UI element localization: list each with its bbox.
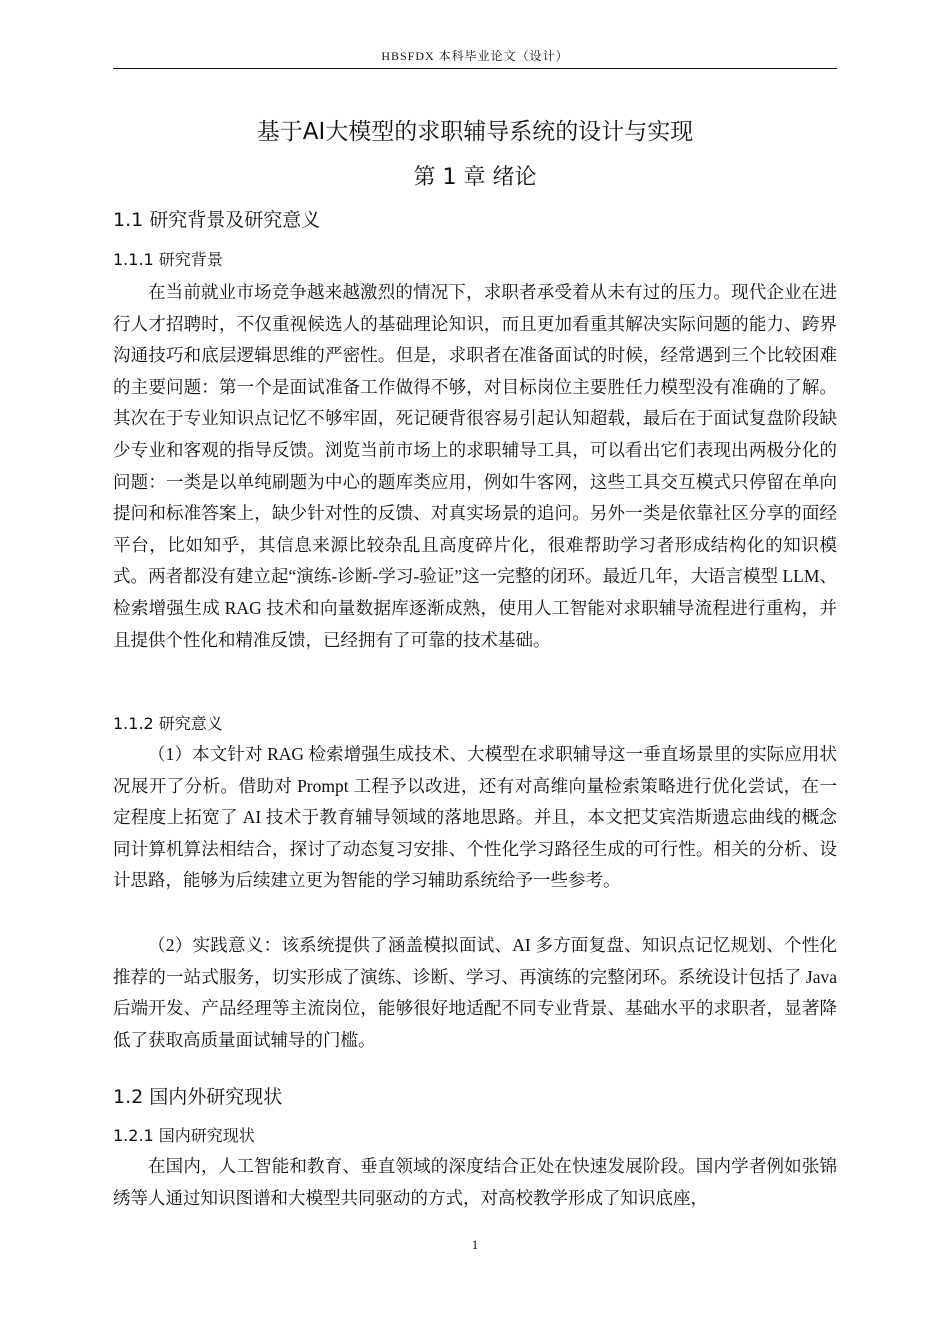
thesis-title: 基于AI大模型的求职辅导系统的设计与实现 [256, 119, 694, 145]
paragraph-research-significance-2: （2）实践意义：该系统提供了涵盖模拟面试、AI 多方面复盘、知识点记忆规划、个性化推荐的一站式服务，切实形成了演练、诊断、学习、再演练的完整闭环。系统设计包括了 Java 后端开发、产品经理等主流岗位，能够很好地适配不同专业背景、基础水平的求职者，显著降低了获取高质量面试辅导的门槛。 [113, 935, 837, 1050]
chapter-heading: 第 1 章 绪论 [413, 165, 537, 190]
subsection-heading-1-1-2: 1.1.2 研究意义 [113, 714, 223, 733]
page-number: 1 [471, 1237, 479, 1252]
paragraph-research-background: 在当前就业市场竞争越来越激烈的情况下，求职者承受着从未有过的压力。现代企业在进行人才招聘时，不仅重视候选人的基础理论知识，而且更加看重其解决实际问题的能力、跨界沟通技巧和底层逻辑思维的严密性。但是，求职者在准备面试的时候，经常遇到三个比较困难的主要问题：第一个是面试准备工作做得不够，对目标岗位主要胜任力模型没有准确的了解。其次在于专业知识点记忆不够牢固，死记硬背很容易引起认知超载，最后在于面试复盘阶段缺少专业和客观的指导反馈。浏览当前市场上的求职辅导工具，可以看出它们表现出两极分化的问题：一类是以单纯刷题为中心的题库类应用，例如牛客网，这些工具交互模式只停留在单向提问和标准答案上，缺少针对性的反馈、对真实场景的追问。另外一类是依靠社区分享的面经平台，比如知乎，其信息来源比较杂乱且高度碎片化，很难帮助学习者形成结构化的知识模式。两者都没有建立起“演练-诊断-学习-验证”这一完整的闭环。最近几年，大语言模型 LLM、检索增强生成 RAG 技术和向量数据库逐渐成熟，使用人工智能对求职辅导流程进行重构，并且提供个性化和精准反馈，已经拥有了可靠的技术基础。 [113, 282, 837, 650]
paragraph-research-significance-1: （1）本文针对 RAG 检索增强生成技术、大模型在求职辅导这一垂直场景里的实际应用状况展开了分析。借助对 Prompt 工程予以改进，还有对高维向量检索策略进行优化尝试，在一定程度上拓宽了 AI 技术于教育辅导领域的落地思路。并且，本文把艾宾浩斯遗忘曲线的概念同计算机算法相结合，探讨了动态复习安排、个性化学习路径生成的可行性。相关的分析、设计思路，能够为后续建立更为智能的学习辅助系统给予一些参考。 [113, 744, 837, 891]
subsection-heading-1-1-1: 1.1.1 研究背景 [113, 250, 223, 269]
paragraph-domestic-research: 在国内，人工智能和教育、垂直领域的深度结合正处在快速发展阶段。国内学者例如张锦绣等人通过知识图谱和大模型共同驱动的方式，对高校教学形成了知识底座， [113, 1156, 837, 1208]
section-heading-1-1: 1.1 研究背景及研究意义 [113, 209, 321, 231]
header-rule [113, 68, 837, 69]
running-head: HBSFDX 本科毕业论文（设计） [381, 49, 569, 63]
section-heading-1-2: 1.2 国内外研究现状 [113, 1086, 283, 1108]
subsection-heading-1-2-1: 1.2.1 国内研究现状 [113, 1126, 255, 1145]
